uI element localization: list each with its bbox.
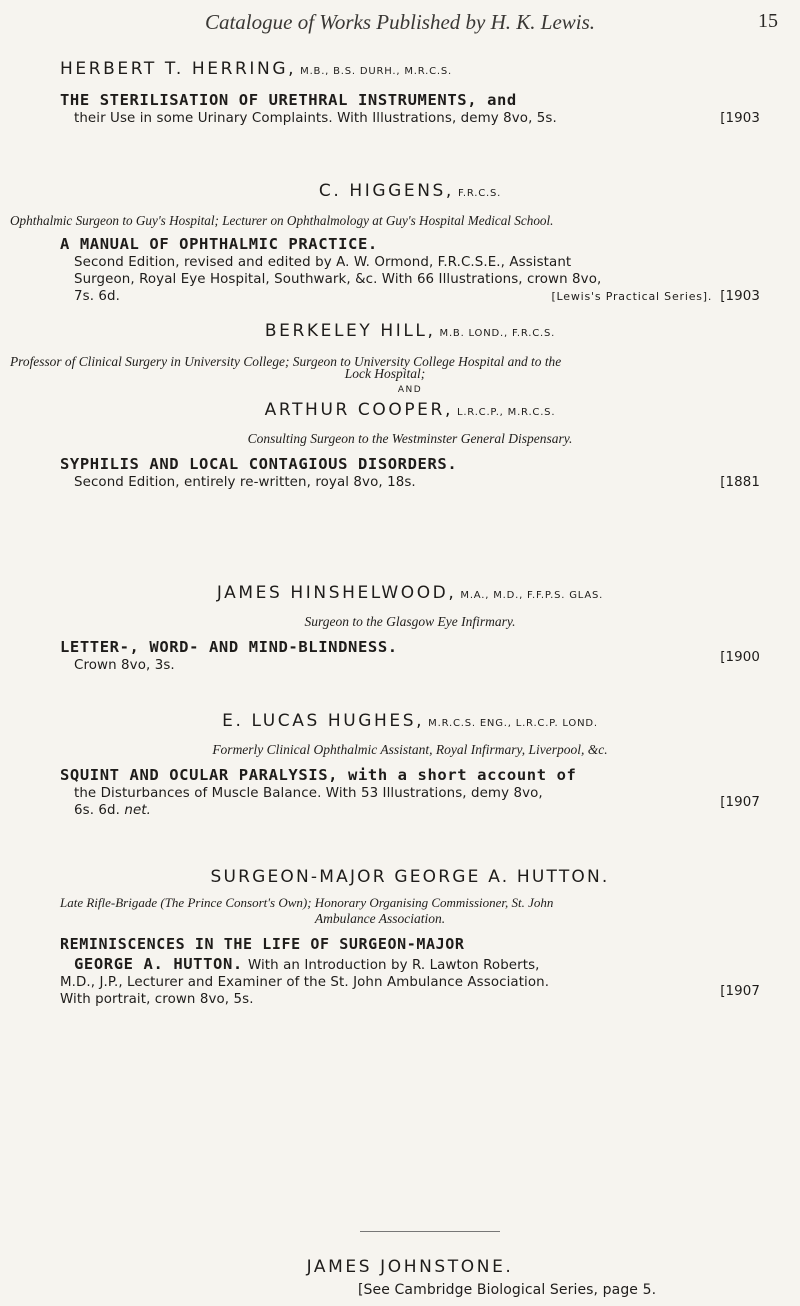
- book-description: [74, 650, 760, 674]
- description-line: Second Edition, revised and edited by A. W. Ormond, F.R.C.S.E., Assistant: [74, 255, 572, 270]
- price: 7s. 6d.: [74, 289, 120, 304]
- price-line: [74, 795, 760, 819]
- author-affiliation: Late Rifle-Brigade (The Prince Consort's Own); Honorary Organising Commissioner, St. John: [60, 895, 554, 910]
- and-separator: AND: [397, 385, 423, 395]
- author-affiliation-continued: Lock Hospital;: [344, 366, 426, 381]
- book-description: [74, 110, 760, 127]
- author-degrees: M.A., M.D., F.F.P.S. GLAS.: [460, 590, 604, 601]
- author-name-second: [60, 399, 760, 424]
- author-affiliation: Ophthalmic Surgeon to Guy's Hospital; Lecturer on Ophthalmology at Guy's Hospital Medical School.: [10, 213, 554, 228]
- author-name: [60, 320, 760, 345]
- description-text: their Use in some Urinary Complaints. With Illustrations, demy 8vo, 5s.: [74, 111, 557, 126]
- author-name: [60, 710, 760, 735]
- title-text: GEORGE A. HUTTON.: [74, 955, 243, 973]
- running-header: [0, 4, 800, 38]
- author-affiliation: Consulting Surgeon to the Westminster General Dispensary.: [247, 431, 573, 446]
- author-text: E. LUCAS HUGHES,: [222, 711, 425, 731]
- publication-year: [1907: [720, 795, 760, 810]
- page-number: 15: [758, 10, 778, 32]
- publication-year: [1903: [720, 289, 760, 304]
- section-divider: [360, 1231, 500, 1232]
- price-net: net.: [124, 803, 151, 818]
- book-description: the Disturbances of Muscle Balance. With 53 Illustrations, demy 8vo,: [74, 786, 543, 801]
- description-text: With an Introduction by R. Lawton Roberts,: [247, 958, 540, 973]
- price: 6s. 6d.: [74, 803, 120, 818]
- entry-hutton: [60, 866, 760, 1008]
- series-name: [Lewis's Practical Series].: [551, 290, 713, 303]
- book-title: THE STERILISATION OF URETHRAL INSTRUMENTS, and: [60, 91, 517, 109]
- price-line: [74, 288, 760, 305]
- author-text: JAMES HINSHELWOOD,: [216, 583, 457, 603]
- author-degrees: M.B., B.S. DURH., M.R.C.S.: [300, 66, 452, 77]
- publication-year: [1900: [720, 650, 760, 665]
- author-degrees: F.R.C.S.: [457, 188, 502, 199]
- description-text: Crown 8vo, 3s.: [74, 658, 175, 673]
- entry-hinshelwood: [60, 582, 760, 674]
- author-name: [60, 180, 760, 205]
- entry-lucas-hughes: [60, 710, 760, 819]
- author-text: C. HIGGENS,: [318, 181, 454, 201]
- description-line: Surgeon, Royal Eye Hospital, Southwark, &c. With 66 Illustrations, crown 8vo,: [74, 272, 602, 287]
- book-description: [74, 474, 760, 491]
- cross-reference-note: [See Cambridge Biological Series, page 5.: [358, 1282, 657, 1298]
- author-name: SURGEON-MAJOR GEORGE A. HUTTON.: [210, 867, 610, 887]
- entry-johnstone: [60, 1256, 760, 1299]
- author-text: HERBERT T. HERRING,: [60, 59, 297, 79]
- author-name: [60, 582, 760, 607]
- entry-higgens: [10, 180, 760, 305]
- author-text: ARTHUR COOPER,: [264, 400, 453, 420]
- book-title: LETTER-, WORD- AND MIND-BLINDNESS.: [60, 638, 398, 656]
- book-title: A MANUAL OF OPHTHALMIC PRACTICE.: [60, 235, 378, 253]
- book-description-continued: [60, 984, 760, 1008]
- author-degrees: L.R.C.P., M.R.C.S.: [456, 407, 556, 418]
- author-affiliation-continued: Ambulance Association.: [314, 911, 446, 926]
- publication-year: [1881: [720, 475, 760, 490]
- publication-year: [1907: [720, 984, 760, 999]
- author-affiliation: Formerly Clinical Ophthalmic Assistant, Royal Infirmary, Liverpool, &c.: [212, 742, 608, 757]
- description-text: Second Edition, entirely re-written, royal 8vo, 18s.: [74, 475, 416, 490]
- book-title-continued: [74, 954, 760, 974]
- entry-berkeley-hill: [10, 320, 760, 491]
- author-degrees: M.B. LOND., F.R.C.S.: [439, 328, 556, 339]
- entry-herring: [60, 58, 760, 127]
- book-title: REMINISCENCES IN THE LIFE OF SURGEON-MAJOR: [60, 935, 465, 953]
- publication-year: [1903: [720, 111, 760, 126]
- author-degrees: M.R.C.S. ENG., L.R.C.P. LOND.: [428, 718, 598, 729]
- author-text: BERKELEY HILL,: [264, 321, 436, 341]
- book-description: [74, 254, 760, 305]
- author-affiliation: Surgeon to the Glasgow Eye Infirmary.: [304, 614, 516, 629]
- author-name: [60, 58, 760, 83]
- book-description: M.D., J.P., Lecturer and Examiner of the St. John Ambulance Association.: [60, 975, 550, 990]
- book-title: SQUINT AND OCULAR PARALYSIS, with a short account of: [60, 766, 577, 784]
- running-title: Catalogue of Works Published by H. K. Lewis.: [204, 10, 596, 34]
- description-text: With portrait, crown 8vo, 5s.: [60, 992, 254, 1007]
- author-affiliation: Professor of Clinical Surgery in University College; Surgeon to University College Hospital and to the: [10, 354, 562, 369]
- author-name: JAMES JOHNSTONE.: [306, 1257, 514, 1277]
- book-title: SYPHILIS AND LOCAL CONTAGIOUS DISORDERS.: [60, 455, 458, 473]
